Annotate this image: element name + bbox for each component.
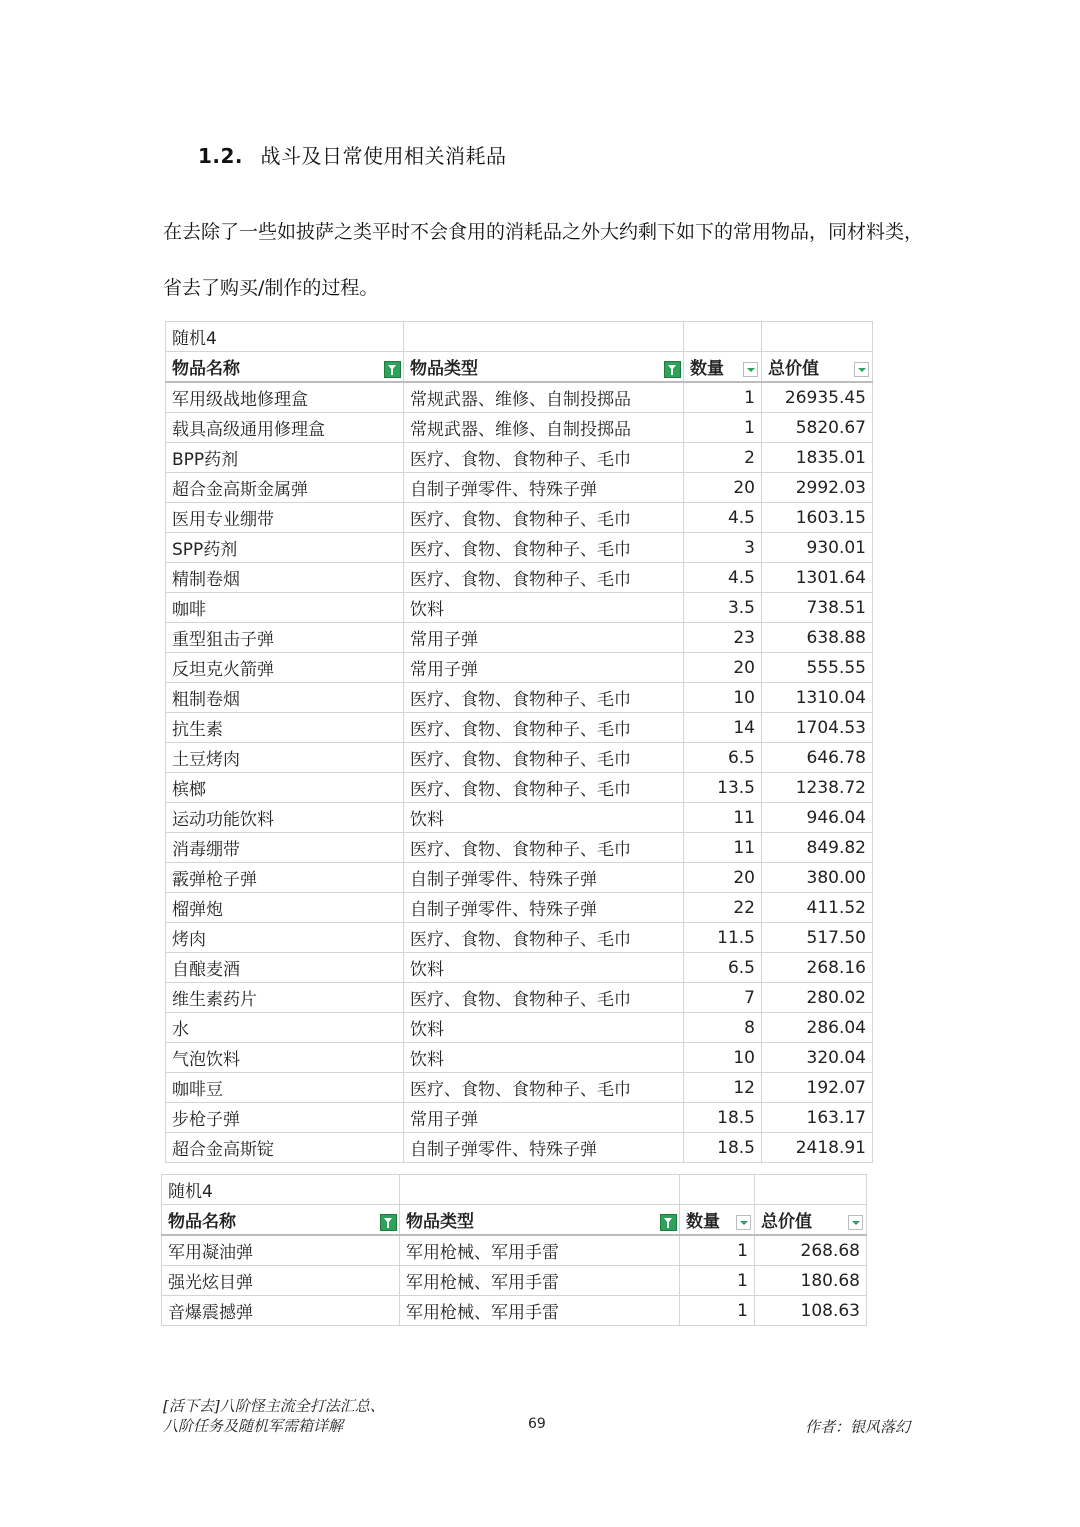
table-row	[166, 893, 873, 923]
cell-item-type: 军用枪械、军用手雷	[400, 1266, 680, 1296]
cell-item-type: 医疗、食物、食物种子、毛巾	[404, 503, 684, 533]
cell-total-value: 1238.72	[762, 773, 873, 803]
cell-item-type: 饮料	[404, 1013, 684, 1043]
table-row	[166, 1103, 873, 1133]
table-title: 随机4	[162, 1175, 400, 1205]
footer-document-title	[163, 1396, 385, 1436]
cell-total-value: 280.02	[762, 983, 873, 1013]
header-quantity	[680, 1205, 755, 1236]
cell-item-name: 霰弹枪子弹	[166, 863, 404, 893]
cell-item-type: 常用子弹	[404, 1103, 684, 1133]
table-row	[166, 863, 873, 893]
cell-quantity: 10	[684, 683, 762, 713]
cell-total-value: 646.78	[762, 743, 873, 773]
table-title-blank-cell	[684, 322, 762, 352]
cell-quantity: 20	[684, 653, 762, 683]
cell-item-type: 医疗、食物、食物种子、毛巾	[404, 563, 684, 593]
cell-item-name: 土豆烤肉	[166, 743, 404, 773]
cell-quantity: 4.5	[684, 503, 762, 533]
cell-item-type: 饮料	[404, 953, 684, 983]
cell-total-value: 268.16	[762, 953, 873, 983]
cell-quantity: 8	[684, 1013, 762, 1043]
cell-quantity: 1	[680, 1235, 755, 1266]
header-quantity-label: 数量	[686, 1212, 720, 1232]
cell-quantity: 13.5	[684, 773, 762, 803]
header-item-name	[166, 352, 404, 383]
cell-item-name: 精制卷烟	[166, 563, 404, 593]
paragraph-line-1: 在去除了一些如披萨之类平时不会食用的消耗品之外大约剩下如下的常用物品，同材料类，	[163, 221, 924, 243]
cell-item-type: 医疗、食物、食物种子、毛巾	[404, 1073, 684, 1103]
cell-total-value: 180.68	[755, 1266, 867, 1296]
header-quantity	[684, 352, 762, 383]
cell-item-type: 军用枪械、军用手雷	[400, 1235, 680, 1266]
filter-active-icon[interactable]	[380, 1214, 397, 1231]
cell-item-type: 医疗、食物、食物种子、毛巾	[404, 773, 684, 803]
table-title-blank-cell	[680, 1175, 755, 1205]
cell-item-type: 医疗、食物、食物种子、毛巾	[404, 833, 684, 863]
table-row	[166, 413, 873, 443]
cell-total-value: 5820.67	[762, 413, 873, 443]
cell-item-type: 常用子弹	[404, 653, 684, 683]
table-row	[166, 1133, 873, 1163]
cell-item-type: 医疗、食物、食物种子、毛巾	[404, 923, 684, 953]
cell-item-type: 自制子弹零件、特殊子弹	[404, 863, 684, 893]
cell-total-value: 320.04	[762, 1043, 873, 1073]
cell-total-value: 1301.64	[762, 563, 873, 593]
cell-item-type: 自制子弹零件、特殊子弹	[404, 1133, 684, 1163]
cell-total-value: 192.07	[762, 1073, 873, 1103]
table-row	[166, 1013, 873, 1043]
table-row	[166, 653, 873, 683]
cell-total-value: 946.04	[762, 803, 873, 833]
footer-title-line-2: 八阶任务及随机军需箱详解	[163, 1417, 344, 1435]
table-row	[166, 1043, 873, 1073]
consumables-table	[165, 321, 873, 1163]
cell-quantity: 11	[684, 803, 762, 833]
cell-quantity: 1	[684, 413, 762, 443]
cell-quantity: 14	[684, 713, 762, 743]
cell-item-type: 军用枪械、军用手雷	[400, 1296, 680, 1326]
cell-quantity: 22	[684, 893, 762, 923]
table-row	[162, 1296, 867, 1326]
table-title-blank-cell	[762, 322, 873, 352]
cell-quantity: 23	[684, 623, 762, 653]
table-title: 随机4	[166, 322, 404, 352]
cell-total-value: 1835.01	[762, 443, 873, 473]
cell-quantity: 18.5	[684, 1133, 762, 1163]
cell-quantity: 7	[684, 983, 762, 1013]
table-row	[166, 533, 873, 563]
table-row	[166, 713, 873, 743]
cell-quantity: 11.5	[684, 923, 762, 953]
cell-item-name: 音爆震撼弹	[162, 1296, 400, 1326]
cell-total-value: 1704.53	[762, 713, 873, 743]
cell-item-name: 军用凝油弹	[162, 1235, 400, 1266]
filter-active-icon[interactable]	[384, 361, 401, 378]
cell-item-name: 粗制卷烟	[166, 683, 404, 713]
cell-quantity: 1	[680, 1266, 755, 1296]
cell-quantity: 20	[684, 473, 762, 503]
cell-item-type: 医疗、食物、食物种子、毛巾	[404, 743, 684, 773]
cell-item-name: 超合金高斯金属弹	[166, 473, 404, 503]
table-row	[162, 1266, 867, 1296]
cell-item-name: 运动功能饮料	[166, 803, 404, 833]
table-title-blank-cell	[400, 1175, 680, 1205]
table-row	[166, 1073, 873, 1103]
filter-active-icon[interactable]	[664, 361, 681, 378]
cell-item-name: 超合金高斯锭	[166, 1133, 404, 1163]
cell-quantity: 18.5	[684, 1103, 762, 1133]
table-row	[166, 683, 873, 713]
cell-total-value: 268.68	[755, 1235, 867, 1266]
cell-quantity: 10	[684, 1043, 762, 1073]
cell-total-value: 738.51	[762, 593, 873, 623]
cell-item-type: 医疗、食物、食物种子、毛巾	[404, 443, 684, 473]
page-number: 69	[528, 1416, 546, 1432]
cell-quantity: 2	[684, 443, 762, 473]
cell-quantity: 11	[684, 833, 762, 863]
cell-item-name: 维生素药片	[166, 983, 404, 1013]
cell-item-name: 气泡饮料	[166, 1043, 404, 1073]
header-total-value-label: 总价值	[761, 1212, 812, 1232]
table-title-row	[166, 322, 873, 352]
cell-quantity: 3.5	[684, 593, 762, 623]
cell-item-name: 水	[166, 1013, 404, 1043]
header-quantity-label: 数量	[690, 359, 724, 379]
cell-item-name: 咖啡豆	[166, 1073, 404, 1103]
header-total-value	[755, 1205, 867, 1236]
header-item-type-label: 物品类型	[406, 1212, 474, 1232]
cell-item-type: 饮料	[404, 1043, 684, 1073]
table-header-row	[162, 1205, 867, 1236]
cell-quantity: 3	[684, 533, 762, 563]
cell-total-value: 2418.91	[762, 1133, 873, 1163]
cell-item-type: 医疗、食物、食物种子、毛巾	[404, 533, 684, 563]
section-title: 战斗及日常使用相关消耗品	[260, 144, 507, 168]
cell-item-type: 医疗、食物、食物种子、毛巾	[404, 683, 684, 713]
table-row	[166, 833, 873, 863]
footer-title-line-1: [活下去]八阶怪主流全打法汇总、	[163, 1397, 385, 1415]
cell-total-value: 517.50	[762, 923, 873, 953]
dropdown-arrow-icon[interactable]	[743, 362, 758, 377]
cell-item-name: 重型狙击子弹	[166, 623, 404, 653]
dropdown-arrow-icon[interactable]	[736, 1215, 751, 1230]
cell-item-type: 自制子弹零件、特殊子弹	[404, 473, 684, 503]
cell-item-name: 医用专业绷带	[166, 503, 404, 533]
table-row	[162, 1235, 867, 1266]
table-title-blank-cell	[404, 322, 684, 352]
cell-total-value: 1310.04	[762, 683, 873, 713]
cell-total-value: 108.63	[755, 1296, 867, 1326]
dropdown-arrow-icon[interactable]	[854, 362, 869, 377]
cell-total-value: 380.00	[762, 863, 873, 893]
filter-active-icon[interactable]	[660, 1214, 677, 1231]
table-row	[166, 563, 873, 593]
cell-item-name: 烤肉	[166, 923, 404, 953]
table-row	[166, 623, 873, 653]
cell-item-name: 消毒绷带	[166, 833, 404, 863]
cell-quantity: 6.5	[684, 953, 762, 983]
cell-quantity: 1	[684, 382, 762, 413]
cell-item-name: 反坦克火箭弹	[166, 653, 404, 683]
cell-total-value: 411.52	[762, 893, 873, 923]
header-item-name-label: 物品名称	[172, 359, 240, 379]
table-row	[166, 773, 873, 803]
table-row	[166, 593, 873, 623]
cell-item-name: 步枪子弹	[166, 1103, 404, 1133]
cell-total-value: 638.88	[762, 623, 873, 653]
cell-total-value: 930.01	[762, 533, 873, 563]
header-item-type-label: 物品类型	[410, 359, 478, 379]
cell-item-name: 抗生素	[166, 713, 404, 743]
cell-quantity: 12	[684, 1073, 762, 1103]
cell-quantity: 6.5	[684, 743, 762, 773]
cell-item-name: 军用级战地修理盒	[166, 382, 404, 413]
cell-item-type: 常用子弹	[404, 623, 684, 653]
table-row	[166, 473, 873, 503]
header-item-name	[162, 1205, 400, 1236]
cell-total-value: 555.55	[762, 653, 873, 683]
header-item-name-label: 物品名称	[168, 1212, 236, 1232]
cell-total-value: 163.17	[762, 1103, 873, 1133]
cell-total-value: 1603.15	[762, 503, 873, 533]
footer-author: 作者：银风落幻	[805, 1418, 911, 1436]
cell-item-type: 医疗、食物、食物种子、毛巾	[404, 713, 684, 743]
cell-item-type: 饮料	[404, 803, 684, 833]
header-item-type	[400, 1205, 680, 1236]
cell-item-type: 饮料	[404, 593, 684, 623]
table-title-row	[162, 1175, 867, 1205]
table-row	[166, 803, 873, 833]
cell-item-type: 常规武器、维修、自制投掷品	[404, 413, 684, 443]
cell-item-name: 榴弹炮	[166, 893, 404, 923]
cell-quantity: 4.5	[684, 563, 762, 593]
cell-item-name: SPP药剂	[166, 533, 404, 563]
table-row	[166, 953, 873, 983]
cell-quantity: 1	[680, 1296, 755, 1326]
cell-item-type: 自制子弹零件、特殊子弹	[404, 893, 684, 923]
grenades-table	[161, 1174, 867, 1326]
cell-quantity: 20	[684, 863, 762, 893]
cell-item-type: 医疗、食物、食物种子、毛巾	[404, 983, 684, 1013]
table-row	[166, 503, 873, 533]
cell-total-value: 286.04	[762, 1013, 873, 1043]
table-row	[166, 743, 873, 773]
section-heading	[198, 140, 507, 169]
cell-total-value: 849.82	[762, 833, 873, 863]
section-number: 1.2.	[198, 144, 244, 168]
cell-item-name: BPP药剂	[166, 443, 404, 473]
table-row	[166, 443, 873, 473]
header-total-value-label: 总价值	[768, 359, 819, 379]
cell-item-name: 载具高级通用修理盒	[166, 413, 404, 443]
cell-item-name: 咖啡	[166, 593, 404, 623]
cell-item-name: 强光炫目弹	[162, 1266, 400, 1296]
table-header-row	[166, 352, 873, 383]
cell-item-name: 槟榔	[166, 773, 404, 803]
cell-item-type: 常规武器、维修、自制投掷品	[404, 382, 684, 413]
header-total-value	[762, 352, 873, 383]
table-row	[166, 382, 873, 413]
cell-item-name: 自酿麦酒	[166, 953, 404, 983]
paragraph-line-2: 省去了购买/制作的过程。	[163, 277, 379, 299]
cell-total-value: 2992.03	[762, 473, 873, 503]
table-title-blank-cell	[755, 1175, 867, 1205]
header-item-type	[404, 352, 684, 383]
cell-total-value: 26935.45	[762, 382, 873, 413]
dropdown-arrow-icon[interactable]	[848, 1215, 863, 1230]
table-row	[166, 923, 873, 953]
table-row	[166, 983, 873, 1013]
